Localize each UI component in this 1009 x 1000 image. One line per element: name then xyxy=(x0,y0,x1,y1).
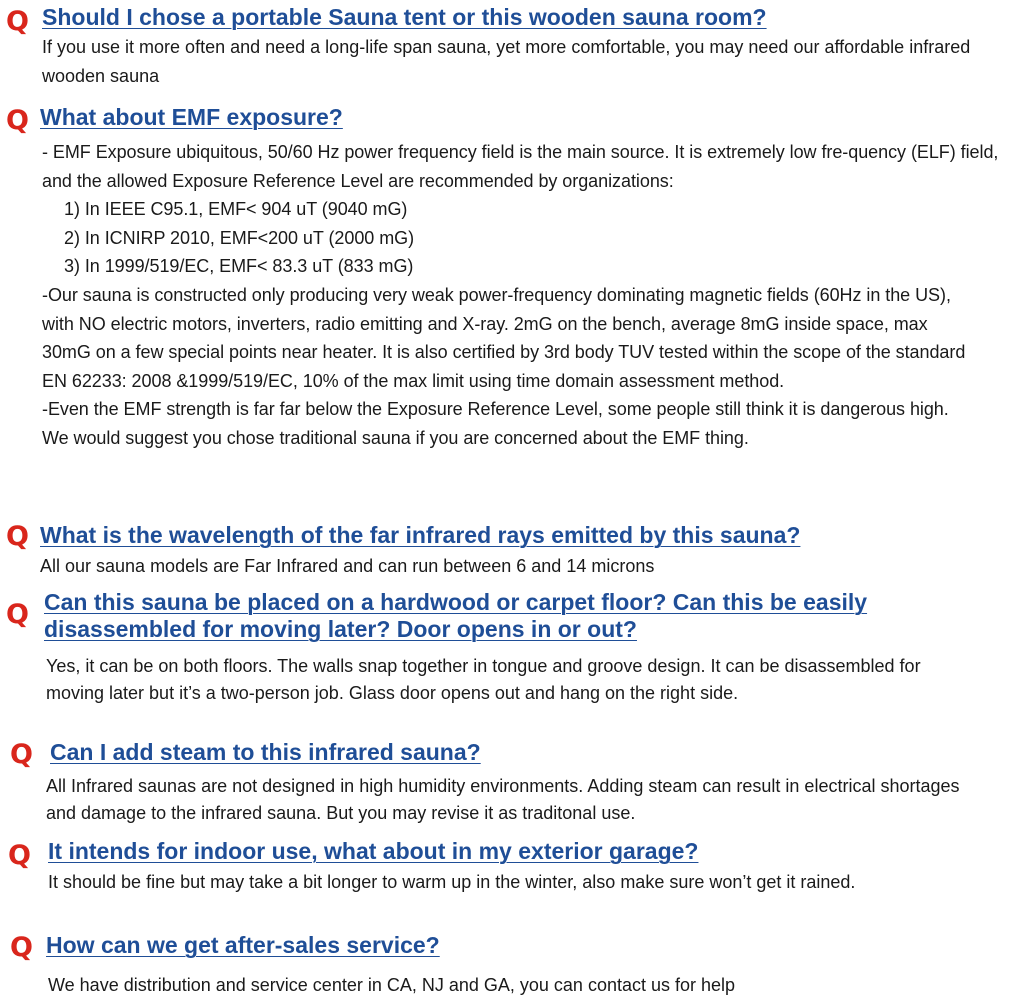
answer-text: It should be fine but may take a bit longer to warm up in the winter, also make sure won’t get it rained. xyxy=(48,872,856,892)
question-7[interactable]: How can we get after-sales service? xyxy=(46,932,440,958)
answer-4 xyxy=(46,653,946,706)
question-4[interactable]: Can this sauna be placed on a hardwood or carpet floor? Can this be easily disassembled for moving later? Door opens in or out? xyxy=(44,589,868,642)
answer-7 xyxy=(48,971,988,1000)
q-icon: Q xyxy=(8,840,31,871)
q-icon: Q xyxy=(6,105,29,136)
emf-standard-ec: 3) In 1999/519/EC, EMF< 83.3 uT (833 mG) xyxy=(64,256,414,277)
q-icon: Q xyxy=(10,932,33,963)
question-1[interactable]: Should I chose a portable Sauna tent or this wooden sauna room? xyxy=(42,4,767,30)
question-3[interactable]: What is the wavelength of the far infrared rays emitted by this sauna? xyxy=(40,522,801,548)
q-icon: Q xyxy=(6,521,29,552)
q-icon: Q xyxy=(6,6,29,37)
answer-text: All Infrared saunas are not designed in high humidity environments. Adding steam can result in electrical shortages and damage to the infrared sauna. But you may revise it as traditonal use. xyxy=(46,776,960,823)
answer-2 xyxy=(42,138,1009,453)
question-5[interactable]: Can I add steam to this infrared sauna? xyxy=(50,739,481,765)
answer-text: -Our sauna is constructed only producing very weak power-frequency dominating magnetic fields (60Hz in the US), with NO electric motors, inverters, radio emitting and X-ray. 2mG on the bench, average 8mG inside space, max 30mG on a few special points near heater. It is also certified by 3rd body TUV tested within the scope of the standard EN 62233: 2008 &1999/519/EC, 10% of the max limit using time domain assessment method. xyxy=(42,284,966,391)
answer-text: All our sauna models are Far Infrared and can run between 6 and 14 microns xyxy=(40,556,655,576)
emf-standard-ieee: 1) In IEEE C95.1, EMF< 904 uT (9040 mG) xyxy=(64,199,408,220)
question-6[interactable]: It intends for indoor use, what about in my exterior garage? xyxy=(48,838,699,864)
question-2[interactable]: What about EMF exposure? xyxy=(40,104,343,130)
answer-6 xyxy=(48,869,928,896)
answer-text: Yes, it can be on both floors. The walls snap together in tongue and groove design. It can be disassembled for moving later but it’s a two-person job. Glass door opens out and hang on the right side. xyxy=(46,656,921,703)
answer-text: - EMF Exposure ubiquitous, 50/60 Hz power frequency field is the main source. It is extremely low fre-quency (ELF) field, and the allowed Exposure Reference Level are recommended by organizations: xyxy=(42,142,999,191)
answer-1 xyxy=(42,33,992,90)
answer-text: -Even the EMF strength is far far below the Exposure Reference Level, some people still think it is dangerous high. We would suggest you chose traditional sauna if you are concerned about the EMF thing. xyxy=(42,399,949,448)
emf-standard-icnirp: 2) In ICNIRP 2010, EMF<200 uT (2000 mG) xyxy=(64,227,415,248)
q-icon: Q xyxy=(6,599,29,630)
answer-5 xyxy=(46,773,966,826)
answer-3 xyxy=(40,552,990,581)
q-icon: Q xyxy=(10,739,33,770)
answer-text: We have distribution and service center in CA, NJ and GA, you can contact us for help xyxy=(48,975,736,995)
answer-text: If you use it more often and need a long-life span sauna, yet more comfortable, you may need our affordable infrared wooden sauna xyxy=(42,37,971,86)
